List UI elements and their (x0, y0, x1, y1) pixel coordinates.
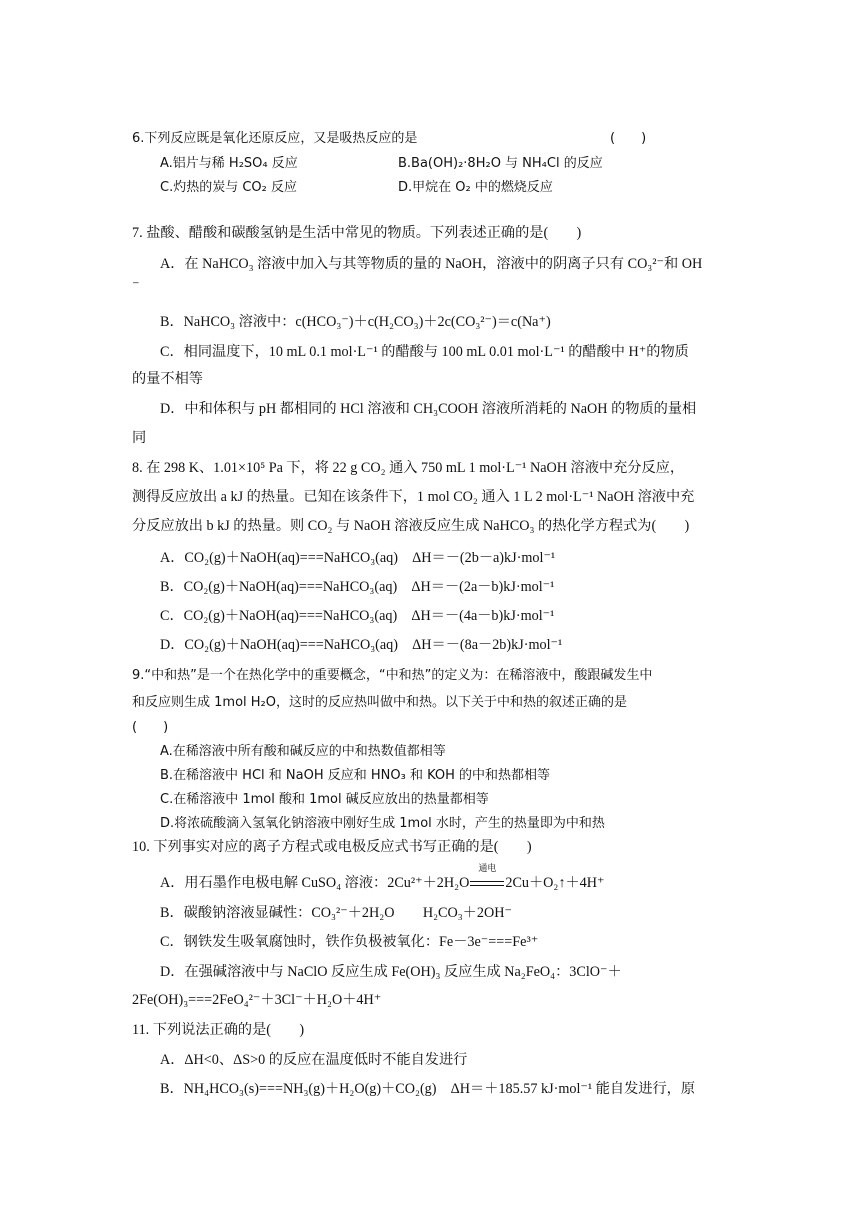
q10-option-d-line1: D．在强碱溶液中与 NaClO 反应生成 Fe(OH)₃ 反应生成 Na₂FeO₄：3ClO⁻＋ (160, 964, 622, 980)
q10-option-a-left: A．用石墨作电极电解 CuSO₄ 溶液：2Cu²⁺＋2H₂O (160, 875, 470, 891)
q10-double-bar (470, 881, 504, 886)
q10-option-b: B．碳酸钠溶液显碱性：CO₃²⁻＋2H₂O H₂CO₃＋2OH⁻ (160, 905, 512, 921)
q6-answer-paren: ( ) (610, 131, 647, 146)
q6-stem: 6.下列反应既是氧化还原反应，又是吸热反应的是 (132, 131, 418, 146)
q10-electrolysis-arrow (469, 863, 505, 893)
q7-option-c-line2: 的量不相等 (132, 371, 203, 387)
q11-stem: 11. 下列说法正确的是( ) (132, 1022, 305, 1038)
q8-option-b: B．CO₂(g)＋NaOH(aq)===NaHCO₃(aq) ΔH＝－(2a－b)kJ·mol⁻¹ (160, 579, 555, 595)
q9-stem-line1: 9.“中和热”是一个在热化学中的重要概念，“中和热”的定义为：在稀溶液中，酸跟碱发生中 (132, 668, 653, 683)
q10-option-c: C．钢铁发生吸氧腐蚀时，铁作负极被氧化：Fe－3e⁻===Fe³⁺ (160, 934, 539, 950)
q7-option-a-line2: ⁻ (132, 278, 140, 294)
q9-option-d: D.将浓硫酸滴入氢氧化钠溶液中刚好生成 1mol 水时，产生的热量即为中和热 (160, 816, 605, 831)
q8-option-c: C．CO₂(g)＋NaOH(aq)===NaHCO₃(aq) ΔH＝－(4a－b)kJ·mol⁻¹ (160, 608, 555, 624)
q9-option-a: A.在稀溶液中所有酸和碱反应的中和热数值都相等 (160, 744, 446, 759)
q6-option-c: C.灼热的炭与 CO₂ 反应 (160, 180, 297, 195)
q9-option-c: C.在稀溶液中 1mol 酸和 1mol 碱反应放出的热量都相等 (160, 792, 489, 807)
q9-option-b: B.在稀溶液中 HCl 和 NaOH 反应和 HNO₃ 和 KOH 的中和热都相等 (160, 768, 551, 783)
q10-option-d-line2: 2Fe(OH)₃===2FeO₄²⁻＋3Cl⁻＋H₂O＋4H⁺ (132, 992, 382, 1008)
q9-stem-line2: 和反应则生成 1mol H₂O，这时的反应热叫做中和热。以下关于中和热的叙述正确的是 (132, 695, 627, 710)
q8-stem-line3: 分反应放出 b kJ 的热量。则 CO₂ 与 NaOH 溶液反应生成 NaHCO₃ 的热化学方程式为( ) (132, 518, 690, 534)
q6-option-b: B.Ba(OH)₂·8H₂O 与 NH₄Cl 的反应 (398, 156, 603, 171)
q10-electrolysis-condition: 通电 (478, 863, 497, 873)
q8-stem-line1: 8. 在 298 K、1.01×10⁵ Pa 下，将 22 g CO₂ 通入 750 mL 1 mol·L⁻¹ NaOH 溶液中充分反应， (132, 460, 685, 476)
q10-option-a-right: 2Cu＋O₂↑＋4H⁺ (505, 875, 605, 891)
q8-option-a: A．CO₂(g)＋NaOH(aq)===NaHCO₃(aq) ΔH＝－(2b－a)kJ·mol⁻¹ (160, 550, 556, 566)
q7-option-d-line2: 同 (132, 430, 147, 446)
q7-option-b: B．NaHCO₃ 溶液中：c(HCO₃⁻)＋c(H₂CO₃)＋2c(CO₃²⁻)＝c(Na⁺) (160, 314, 551, 330)
q10-stem: 10. 下列事实对应的离子方程式或电极反应式书写正确的是( ) (132, 839, 532, 855)
q6-option-d: D.甲烷在 O₂ 中的燃烧反应 (398, 180, 553, 195)
q7-stem: 7. 盐酸、醋酸和碳酸氢钠是生活中常见的物质。下列表述正确的是( ) (132, 225, 582, 241)
q7-option-a-line1: A．在 NaHCO₃ 溶液中加入与其等物质的量的 NaOH，溶液中的阴离子只有 CO₃²⁻和 OH (160, 256, 703, 272)
q8-option-d: D．CO₂(g)＋NaOH(aq)===NaHCO₃(aq) ΔH＝－(8a－2b)kJ·mol⁻¹ (160, 637, 563, 653)
q10-option-a (160, 863, 605, 893)
q8-stem-line2: 测得反应放出 a kJ 的热量。已知在该条件下，1 mol CO₂ 通入 1 L 2 mol·L⁻¹ NaOH 溶液中充 (132, 489, 695, 505)
q6-option-a: A.铝片与稀 H₂SO₄ 反应 (160, 156, 298, 171)
q7-option-d-line1: D．中和体积与 pH 都相同的 HCl 溶液和 CH₃COOH 溶液所消耗的 NaOH 的物质的量相 (160, 401, 697, 417)
q11-option-b: B．NH₄HCO₃(s)===NH₃(g)＋H₂O(g)＋CO₂(g) ΔH＝＋185.57 kJ·mol⁻¹ 能自发进行，原 (160, 1081, 696, 1097)
q7-option-c-line1: C．相同温度下，10 mL 0.1 mol·L⁻¹ 的醋酸与 100 mL 0.01 mol·L⁻¹ 的醋酸中 H⁺的物质 (160, 344, 689, 360)
q11-option-a: A．ΔH<0、ΔS>0 的反应在温度低时不能自发进行 (160, 1052, 468, 1068)
q9-stem-line3: ( ) (132, 720, 169, 735)
